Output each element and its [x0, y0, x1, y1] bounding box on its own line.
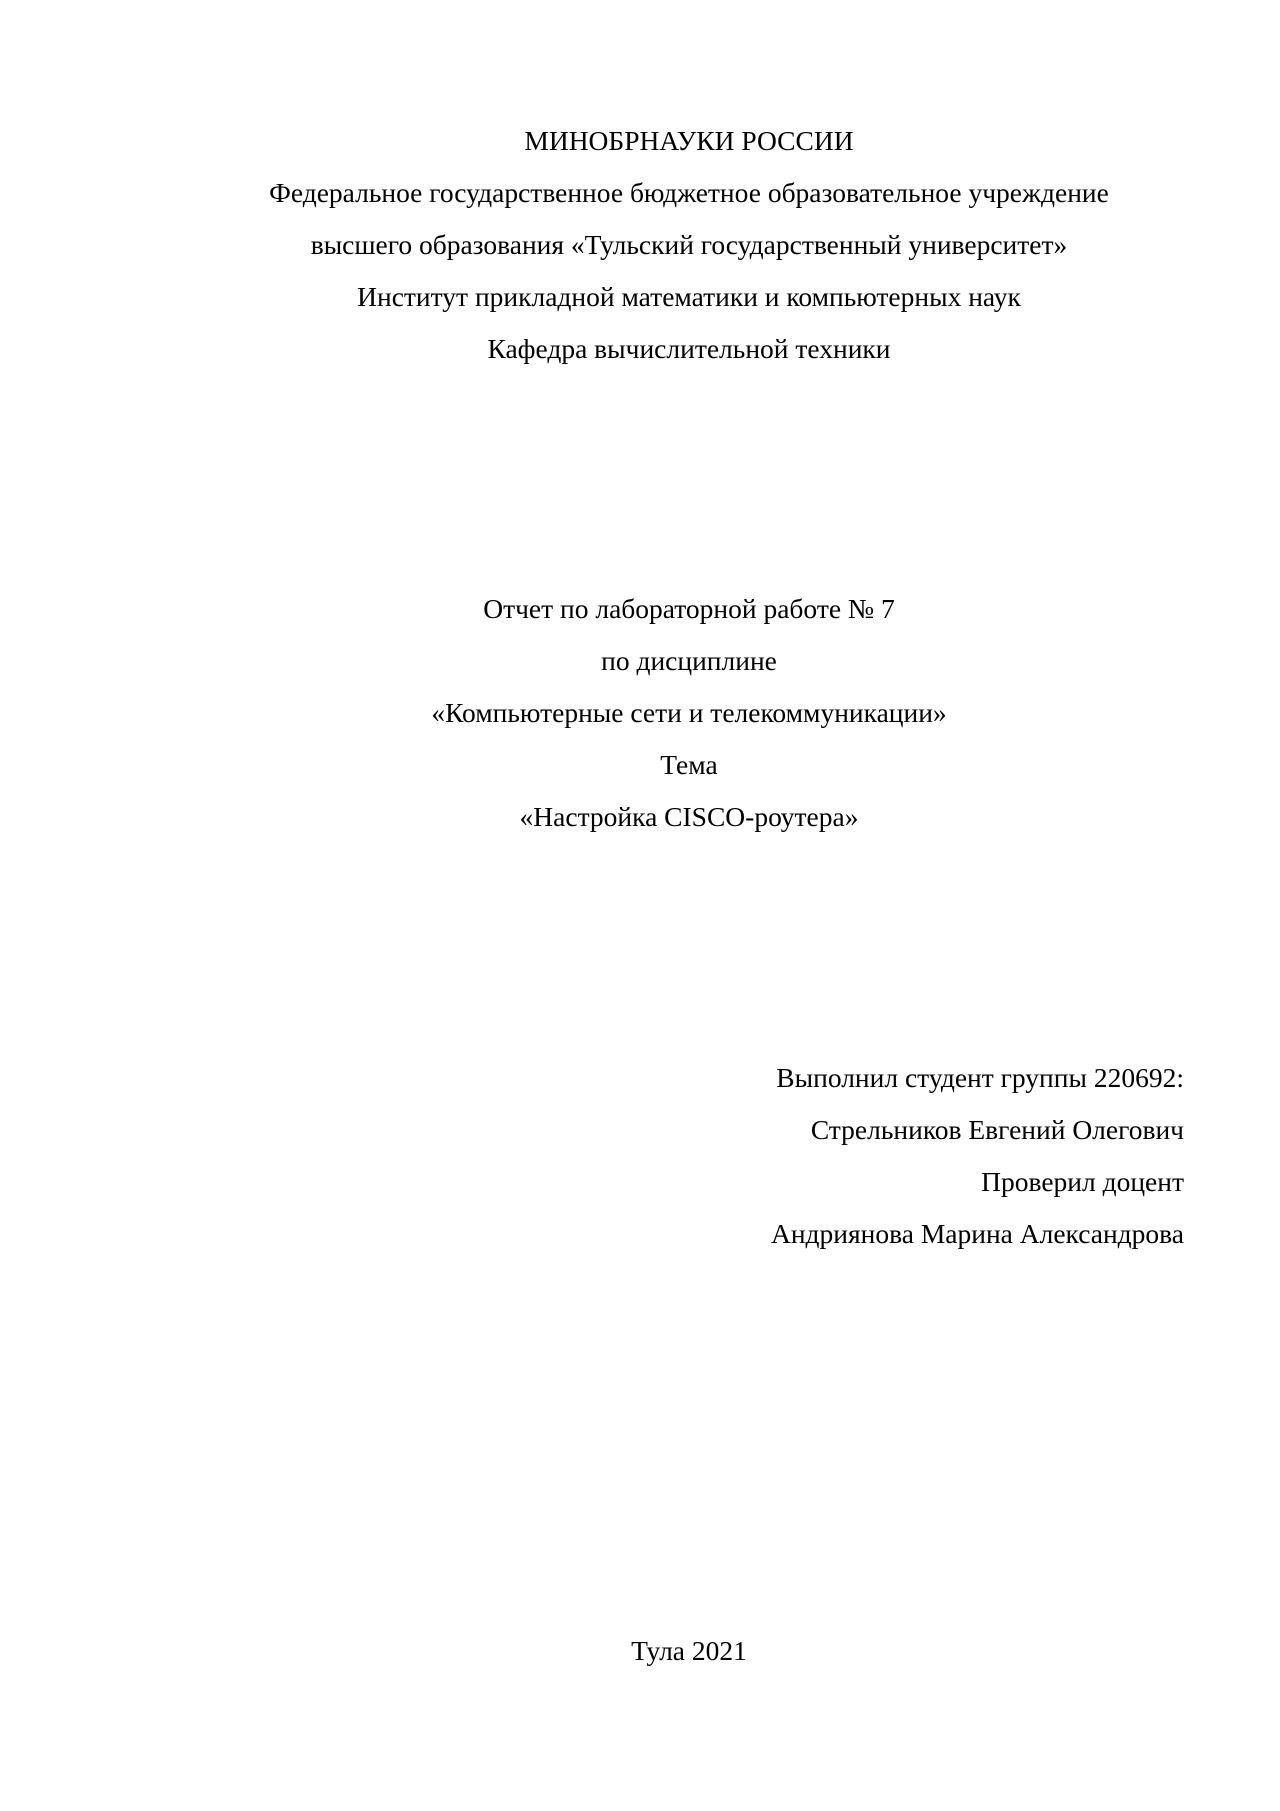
- topic-label: Тема: [660, 749, 718, 780]
- department-name: Кафедра вычислительной техники: [487, 333, 891, 364]
- institution-line-1: Федеральное государственное бюджетное образовательное учреждение: [269, 177, 1109, 208]
- performed-by: Выполнил студент группы 220692:: [776, 1062, 1184, 1093]
- ministry-heading: МИНОБРНАУКИ РОССИИ: [524, 125, 854, 156]
- discipline-name: «Компьютерные сети и телекоммуникации»: [431, 697, 947, 728]
- report-title: Отчет по лабораторной работе № 7: [483, 593, 895, 624]
- discipline-label: по дисциплине: [601, 645, 777, 676]
- teacher-name: Андриянова Марина Александрова: [770, 1218, 1184, 1249]
- institution-line-2: высшего образования «Тульский государственный университет»: [310, 229, 1068, 260]
- student-name: Стрельников Евгений Олегович: [810, 1114, 1184, 1145]
- institute-name: Институт прикладной математики и компьютерных наук: [357, 281, 1021, 312]
- city-year: Тула 2021: [631, 1635, 747, 1666]
- checked-by: Проверил доцент: [981, 1166, 1184, 1197]
- topic-name: «Настройка CISCO-роутера»: [519, 801, 859, 832]
